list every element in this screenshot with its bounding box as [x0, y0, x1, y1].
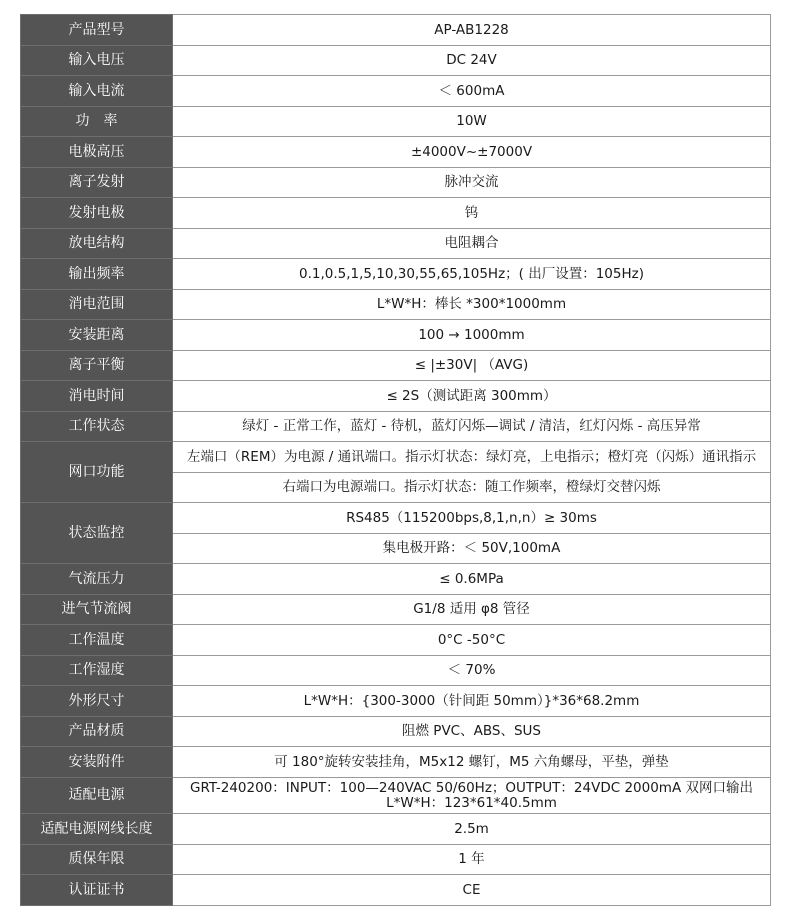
spec-label: 产品材质 — [21, 717, 173, 747]
spec-value: GRT-240200：INPUT：100—240VAC 50/60Hz；OUTPUT：24VDC 2000mA 双网口输出 L*W*H：123*61*40.5mm — [173, 778, 771, 814]
spec-label: 适配电源 — [21, 778, 173, 814]
spec-row — [21, 412, 771, 442]
spec-table-body — [21, 15, 771, 906]
spec-value: 绿灯 - 正常工作，蓝灯 - 待机，蓝灯闪烁—调试 / 清洁，红灯闪烁 - 高压异常 — [173, 412, 771, 442]
spec-label: 放电结构 — [21, 229, 173, 259]
spec-label: 输出频率 — [21, 259, 173, 290]
spec-label: 输入电压 — [21, 46, 173, 76]
spec-value: 电阻耦合 — [173, 229, 771, 259]
spec-value: 100 → 1000mm — [173, 320, 771, 351]
spec-value: L*W*H：棒长 *300*1000mm — [173, 290, 771, 320]
spec-label: 工作温度 — [21, 625, 173, 656]
spec-row — [21, 503, 771, 534]
spec-label: 输入电流 — [21, 76, 173, 107]
spec-label: 安装附件 — [21, 747, 173, 778]
spec-label: 工作湿度 — [21, 656, 173, 686]
spec-label: 工作状态 — [21, 412, 173, 442]
spec-table — [20, 14, 771, 906]
spec-value: AP-AB1228 — [173, 15, 771, 46]
spec-label: 消电时间 — [21, 381, 173, 412]
spec-row — [21, 595, 771, 625]
spec-row — [21, 107, 771, 137]
spec-value: 10W — [173, 107, 771, 137]
spec-label: 发射电极 — [21, 198, 173, 229]
spec-row — [21, 137, 771, 168]
spec-row — [21, 625, 771, 656]
spec-value: 0.1,0.5,1,5,10,30,55,65,105Hz；( 出厂设置：105Hz) — [173, 259, 771, 290]
spec-row — [21, 747, 771, 778]
spec-label: 认证证书 — [21, 875, 173, 906]
spec-row — [21, 845, 771, 875]
spec-value: ±4000V~±7000V — [173, 137, 771, 168]
spec-value: 右端口为电源端口。指示灯状态：随工作频率，橙绿灯交替闪烁 — [173, 473, 771, 503]
spec-row — [21, 15, 771, 46]
spec-row — [21, 259, 771, 290]
spec-value: 可 180°旋转安装挂角，M5x12 螺钉，M5 六角螺母，平垫，弹垫 — [173, 747, 771, 778]
spec-label: 产品型号 — [21, 15, 173, 46]
spec-value: 集电极开路：＜ 50V,100mA — [173, 534, 771, 564]
spec-label: 网口功能 — [21, 442, 173, 503]
spec-value: ≤ 0.6MPa — [173, 564, 771, 595]
spec-row — [21, 351, 771, 381]
spec-value: ≤ |±30V| （AVG) — [173, 351, 771, 381]
spec-label: 外形尺寸 — [21, 686, 173, 717]
spec-label: 适配电源网线长度 — [21, 814, 173, 845]
spec-row — [21, 656, 771, 686]
spec-value: ＜ 600mA — [173, 76, 771, 107]
spec-label: 功 率 — [21, 107, 173, 137]
spec-row — [21, 564, 771, 595]
spec-row — [21, 168, 771, 198]
spec-value: L*W*H：{300-3000（针间距 50mm）}*36*68.2mm — [173, 686, 771, 717]
spec-label: 进气节流阀 — [21, 595, 173, 625]
spec-value: 脉冲交流 — [173, 168, 771, 198]
spec-label: 状态监控 — [21, 503, 173, 564]
spec-row — [21, 442, 771, 473]
spec-row — [21, 381, 771, 412]
spec-value: ≤ 2S（测试距离 300mm） — [173, 381, 771, 412]
spec-value: 左端口（REM）为电源 / 通讯端口。指示灯状态：绿灯亮，上电指示；橙灯亮（闪烁）通讯指示 — [173, 442, 771, 473]
spec-row — [21, 320, 771, 351]
spec-row — [21, 814, 771, 845]
spec-label: 安装距离 — [21, 320, 173, 351]
spec-label: 质保年限 — [21, 845, 173, 875]
spec-row — [21, 76, 771, 107]
spec-value: CE — [173, 875, 771, 906]
spec-value: G1/8 适用 φ8 管径 — [173, 595, 771, 625]
spec-label: 气流压力 — [21, 564, 173, 595]
spec-row — [21, 229, 771, 259]
spec-row — [21, 686, 771, 717]
spec-row — [21, 46, 771, 76]
spec-label: 消电范围 — [21, 290, 173, 320]
spec-row — [21, 778, 771, 814]
spec-value: 阻燃 PVC、ABS、SUS — [173, 717, 771, 747]
spec-value: 1 年 — [173, 845, 771, 875]
spec-row — [21, 198, 771, 229]
spec-row — [21, 875, 771, 906]
spec-value: 0°C -50°C — [173, 625, 771, 656]
spec-row — [21, 290, 771, 320]
spec-value: 钨 — [173, 198, 771, 229]
spec-value: ＜ 70% — [173, 656, 771, 686]
spec-row — [21, 717, 771, 747]
spec-label: 离子平衡 — [21, 351, 173, 381]
spec-label: 电极高压 — [21, 137, 173, 168]
spec-value: DC 24V — [173, 46, 771, 76]
spec-label: 离子发射 — [21, 168, 173, 198]
spec-value: RS485（115200bps,8,1,n,n）≥ 30ms — [173, 503, 771, 534]
spec-value: 2.5m — [173, 814, 771, 845]
